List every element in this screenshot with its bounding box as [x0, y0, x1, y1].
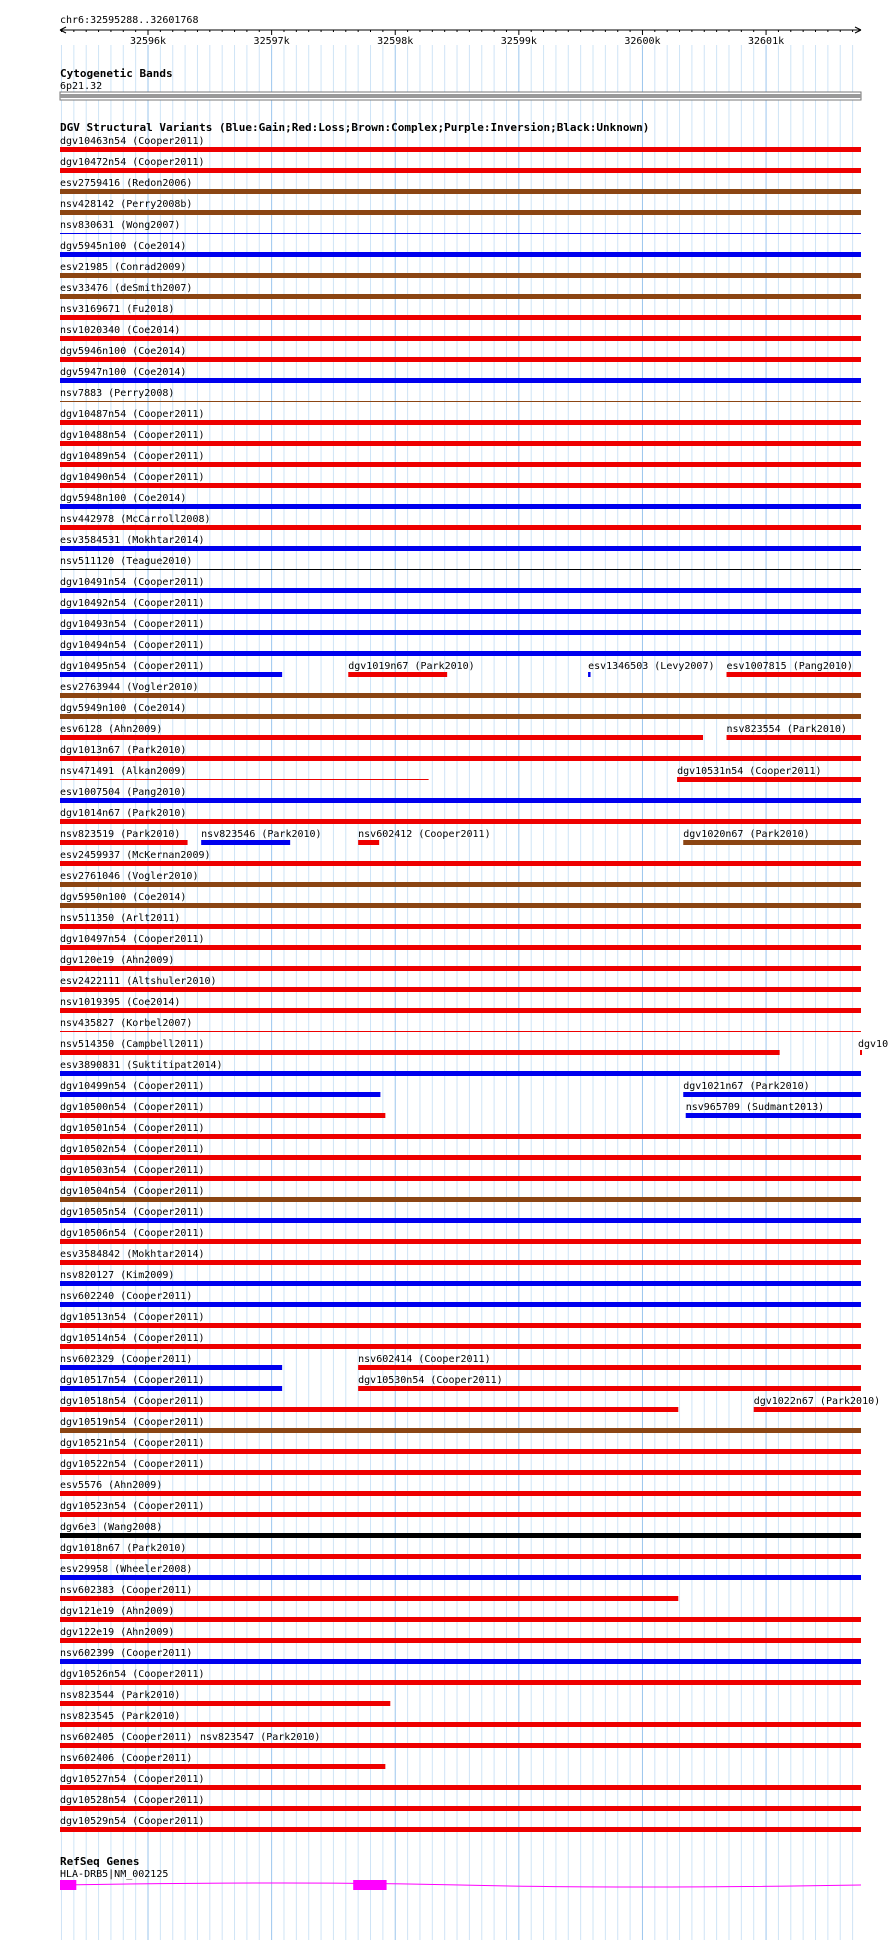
dgv-feature-label[interactable]: dgv5947n100 (Coe2014)	[60, 367, 187, 378]
dgv-row	[60, 1102, 861, 1118]
dgv-feature-bar[interactable]	[60, 1554, 861, 1559]
dgv-feature-label[interactable]: dgv10489n54 (Cooper2011)	[60, 451, 205, 462]
dgv-feature-bar[interactable]	[860, 1050, 862, 1055]
dgv-feature-label[interactable]: dgv10522n54 (Cooper2011)	[60, 1459, 205, 1470]
dgv-feature-label[interactable]: nsv823544 (Park2010)	[60, 1690, 181, 1701]
dgv-feature-label[interactable]: nsv428142 (Perry2008b)	[60, 199, 193, 210]
dgv-feature-bar[interactable]	[60, 273, 861, 278]
dgv-feature-bar[interactable]	[60, 441, 861, 446]
dgv-feature-bar[interactable]	[60, 147, 861, 152]
dgv-feature-bar[interactable]	[60, 357, 861, 362]
dgv-feature-bar[interactable]	[60, 609, 861, 614]
ruler-tick-label: 32598k	[377, 36, 414, 47]
dgv-feature-bar[interactable]	[60, 987, 861, 992]
dgv-feature-label[interactable]: esv21985 (Conrad2009)	[60, 262, 187, 273]
dgv-feature-bar[interactable]	[60, 945, 861, 950]
ruler-tick-label: 32601k	[748, 36, 785, 47]
dgv-feature-label[interactable]: dgv10502n54 (Cooper2011)	[60, 1144, 205, 1155]
dgv-feature-label[interactable]: dgv10493n54 (Cooper2011)	[60, 619, 205, 630]
dgv-feature-bar[interactable]	[60, 378, 861, 383]
dgv-feature-label[interactable]: dgv10529n54 (Cooper2011)	[60, 1816, 205, 1827]
dgv-feature-bar[interactable]	[60, 1092, 380, 1097]
dgv-row	[60, 1690, 390, 1706]
dgv-feature-label[interactable]: esv2761046 (Vogler2010)	[60, 871, 199, 882]
dgv-feature-bar[interactable]	[60, 1302, 861, 1307]
dgv-feature-label[interactable]: esv1007815 (Pang2010)	[726, 661, 853, 672]
dgv-feature-label[interactable]: dgv10521n54 (Cooper2011)	[60, 1438, 205, 1449]
refseq-exon[interactable]	[353, 1880, 386, 1890]
dgv-feature-label[interactable]: dgv5950n100 (Coe2014)	[60, 892, 187, 903]
dgv-feature-label[interactable]: nsv3169671 (Fu2018)	[60, 304, 175, 315]
dgv-feature-bar[interactable]	[60, 714, 861, 719]
dgv-feature-label[interactable]: nsv471491 (Alkan2009)	[60, 766, 187, 777]
dgv-feature-label[interactable]: dgv10490n54 (Cooper2011)	[60, 472, 205, 483]
dgv-feature-bar[interactable]	[358, 1386, 861, 1391]
dgv-feature-bar[interactable]	[60, 1806, 861, 1811]
dgv-feature-bar[interactable]	[60, 1365, 282, 1370]
cytoband-track-title: Cytogenetic Bands	[60, 67, 173, 80]
dgv-feature-label[interactable]: dgv10463n54 (Cooper2011)	[60, 136, 205, 147]
dgv-feature-label[interactable]: esv33476 (deSmith2007)	[60, 283, 193, 294]
dgv-feature-label[interactable]: dgv5948n100 (Coe2014)	[60, 493, 187, 504]
dgv-feature-label[interactable]: esv2459937 (McKernan2009)	[60, 850, 211, 861]
dgv-feature-label[interactable]: dgv122e19 (Ahn2009)	[60, 1627, 175, 1638]
dgv-feature-bar[interactable]	[60, 1701, 390, 1706]
dgv-feature-label[interactable]: dgv10526n54 (Cooper2011)	[60, 1669, 205, 1680]
dgv-feature-bar[interactable]	[60, 1827, 861, 1832]
dgv-feature-label[interactable]: dgv5946n100 (Coe2014)	[60, 346, 187, 357]
dgv-feature-bar[interactable]	[60, 1218, 861, 1223]
dgv-feature-label[interactable]: dgv10523n54 (Cooper2011)	[60, 1501, 205, 1512]
dgv-feature-bar[interactable]	[60, 882, 861, 887]
dgv-feature-label[interactable]: esv2422111 (Altshuler2010)	[60, 976, 217, 987]
dgv-feature-bar[interactable]	[60, 1617, 861, 1622]
dgv-feature-label[interactable]: dgv10527n54 (Cooper2011)	[60, 1774, 205, 1785]
dgv-feature-label[interactable]: dgv10506n54 (Cooper2011)	[60, 1228, 205, 1239]
dgv-feature-label[interactable]: dgv10531n54 (Cooper2011)	[677, 766, 822, 777]
dgv-feature-label[interactable]: dgv10514n54 (Cooper2011)	[60, 1333, 205, 1344]
dgv-feature-bar[interactable]	[60, 966, 861, 971]
dgv-feature-label[interactable]: nsv435827 (Korbel2007)	[60, 1018, 193, 1029]
dgv-feature-bar[interactable]	[588, 672, 590, 677]
dgv-feature-label[interactable]: dgv10499n54 (Cooper2011)	[60, 1081, 205, 1092]
dgv-feature-bar[interactable]	[60, 401, 861, 402]
dgv-feature-bar[interactable]	[60, 840, 188, 845]
dgv-feature-label[interactable]: dgv10503n54 (Cooper2011)	[60, 1165, 205, 1176]
dgv-feature-label[interactable]: dgv1018n67 (Park2010)	[60, 1543, 187, 1554]
dgv-feature-bar[interactable]	[60, 735, 703, 740]
dgv-feature-bar[interactable]	[60, 569, 861, 570]
dgv-feature-label[interactable]: dgv10517n54 (Cooper2011)	[60, 1375, 205, 1386]
dgv-feature-bar[interactable]	[60, 1596, 678, 1601]
dgv-feature-label[interactable]: dgv5949n100 (Coe2014)	[60, 703, 187, 714]
refseq-gene-label[interactable]: HLA-DRB5|NM_002125	[60, 1869, 169, 1880]
dgv-feature-label[interactable]: esv2763944 (Vogler2010)	[60, 682, 199, 693]
dgv-feature-label[interactable]: dgv120e19 (Ahn2009)	[60, 955, 175, 966]
dgv-feature-bar[interactable]	[60, 1512, 861, 1517]
dgv-feature-bar[interactable]	[60, 1680, 861, 1685]
dgv-track-title: DGV Structural Variants (Blue:Gain;Red:Loss;Brown:Complex;Purple:Inversion;Black:Unknown)	[60, 121, 650, 134]
dgv-feature-label[interactable]: esv6128 (Ahn2009)	[60, 724, 163, 735]
dgv-feature-label[interactable]: esv1007504 (Pang2010)	[60, 787, 187, 798]
dgv-feature-bar[interactable]	[60, 1743, 861, 1748]
dgv-feature-bar[interactable]	[677, 777, 861, 782]
dgv-feature-bar[interactable]	[60, 315, 861, 320]
dgv-feature-bar[interactable]	[358, 1365, 861, 1370]
dgv-feature-label[interactable]: nsv511350 (Arlt2011)	[60, 913, 181, 924]
dgv-feature-bar[interactable]	[686, 1113, 861, 1118]
dgv-feature-bar[interactable]	[60, 861, 861, 866]
dgv-feature-bar[interactable]	[60, 1008, 861, 1013]
dgv-feature-bar[interactable]	[60, 630, 861, 635]
dgv-feature-label[interactable]: nsv602414 (Cooper2011)	[358, 1354, 491, 1365]
dgv-feature-label[interactable]: dgv10494n54 (Cooper2011)	[60, 640, 205, 651]
dgv-feature-label[interactable]: dgv6e3 (Wang2008)	[60, 1522, 163, 1533]
dgv-feature-bar[interactable]	[60, 1176, 861, 1181]
dgv-feature-label[interactable]: nsv823546 (Park2010)	[201, 829, 322, 840]
dgv-feature-bar[interactable]	[60, 1281, 861, 1286]
dgv-feature-bar[interactable]	[727, 735, 861, 740]
dgv-feature-bar[interactable]	[60, 693, 861, 698]
dgv-feature-label[interactable]: nsv1019395 (Coe2014)	[60, 997, 181, 1008]
dgv-feature-bar[interactable]	[60, 336, 861, 341]
dgv-feature-label[interactable]: dgv10528n54 (Cooper2011)	[60, 1795, 205, 1806]
dgv-feature-label[interactable]: nsv442978 (McCarroll2008)	[60, 514, 211, 525]
dgv-feature-label[interactable]: dgv10472n54 (Cooper2011)	[60, 157, 205, 168]
dgv-feature-bar[interactable]	[60, 1386, 282, 1391]
dgv-feature-bar[interactable]	[60, 462, 861, 467]
dgv-feature-label[interactable]: nsv823554 (Park2010)	[726, 724, 847, 735]
dgv-feature-label[interactable]: dgv10505n54 (Cooper2011)	[60, 1207, 205, 1218]
dgv-feature-bar[interactable]	[754, 1407, 861, 1412]
dgv-feature-label[interactable]: dgv10504n54 (Cooper2011)	[60, 1186, 205, 1197]
dgv-feature-bar[interactable]	[60, 504, 861, 509]
refseq-track-title: RefSeq Genes	[60, 1855, 140, 1868]
dgv-row	[60, 724, 861, 740]
dgv-feature-bar[interactable]	[60, 1470, 861, 1475]
dgv-feature-bar[interactable]	[60, 588, 861, 593]
dgv-feature-bar[interactable]	[60, 1428, 861, 1433]
dgv-feature-label[interactable]: esv3584531 (Mokhtar2014)	[60, 535, 205, 546]
dgv-feature-label[interactable]: dgv10497n54 (Cooper2011)	[60, 934, 205, 945]
dgv-feature-label[interactable]: nsv511120 (Teague2010)	[60, 556, 193, 567]
dgv-feature-bar[interactable]	[60, 1491, 861, 1496]
dgv-feature-bar[interactable]	[60, 756, 861, 761]
dgv-feature-bar[interactable]	[60, 1050, 780, 1055]
dgv-feature-label[interactable]: nsv602329 (Cooper2011)	[60, 1354, 193, 1365]
dgv-feature-bar[interactable]	[60, 819, 861, 824]
dgv-feature-bar[interactable]	[60, 483, 861, 488]
dgv-feature-label[interactable]: dgv10530n54 (Cooper2011)	[358, 1375, 503, 1386]
dgv-feature-label[interactable]: dgv1021n67 (Park2010)	[683, 1081, 810, 1092]
dgv-feature-label[interactable]: dgv10495n54 (Cooper2011)	[60, 661, 205, 672]
dgv-feature-label[interactable]: dgv10513n54 (Cooper2011)	[60, 1312, 205, 1323]
dgv-feature-bar[interactable]	[60, 1071, 861, 1076]
dgv-feature-label[interactable]: nsv823545 (Park2010)	[60, 1711, 181, 1722]
dgv-feature-label[interactable]: nsv820127 (Kim2009)	[60, 1270, 175, 1281]
dgv-feature-bar[interactable]	[60, 1155, 861, 1160]
dgv-feature-bar[interactable]	[683, 1092, 861, 1097]
dgv-feature-bar[interactable]	[60, 798, 861, 803]
dgv-feature-bar[interactable]	[201, 840, 290, 845]
dgv-feature-bar[interactable]	[60, 1785, 861, 1790]
dgv-feature-label[interactable]: dgv1020n67 (Park2010)	[683, 829, 810, 840]
ruler-tick-label: 32596k	[129, 36, 167, 47]
dgv-feature-label[interactable]: nsv602240 (Cooper2011)	[60, 1291, 193, 1302]
ruler-tick-label: 32600k	[624, 36, 661, 47]
dgv-row	[60, 829, 861, 845]
dgv-feature-bar[interactable]	[60, 1764, 385, 1769]
dgv-feature-label[interactable]: nsv1020340 (Coe2014)	[60, 325, 181, 336]
dgv-feature-label[interactable]: dgv10500n54 (Cooper2011)	[60, 1102, 205, 1113]
dgv-feature-bar[interactable]	[60, 651, 861, 656]
dgv-feature-bar[interactable]	[60, 1260, 861, 1265]
dgv-feature-label[interactable]: dgv1019n67 (Park2010)	[348, 661, 475, 672]
cytoband-band	[60, 94, 861, 98]
dgv-feature-bar[interactable]	[60, 903, 861, 908]
dgv-feature-label[interactable]: nsv823547 (Park2010)	[200, 1732, 321, 1743]
dgv-feature-label[interactable]: nsv602383 (Cooper2011)	[60, 1585, 193, 1596]
dgv-feature-bar[interactable]	[60, 546, 861, 551]
dgv-row	[60, 766, 861, 782]
dgv-feature-label[interactable]: dgv10501n54 (Cooper2011)	[60, 1123, 205, 1134]
dgv-feature-label[interactable]: nsv965709 (Sudmant2013)	[685, 1102, 825, 1113]
dgv-feature-bar[interactable]	[60, 1575, 861, 1580]
dgv-feature-label[interactable]: esv2759416 (Redon2006)	[60, 178, 193, 189]
dgv-feature-label[interactable]: esv5576 (Ahn2009)	[60, 1480, 163, 1491]
cytoband-label: 6p21.32	[60, 81, 103, 92]
dgv-feature-label[interactable]: dgv10487n54 (Cooper2011)	[60, 409, 205, 420]
refseq-exon[interactable]	[60, 1880, 76, 1890]
dgv-feature-bar[interactable]	[60, 1722, 861, 1727]
ruler	[60, 27, 861, 47]
dgv-feature-label[interactable]: nsv823519 (Park2010)	[60, 829, 181, 840]
dgv-feature-bar[interactable]	[60, 1344, 861, 1349]
dgv-feature-label[interactable]: nsv602406 (Cooper2011)	[60, 1753, 193, 1764]
dgv-feature-bar[interactable]	[60, 1239, 861, 1244]
dgv-feature-bar[interactable]	[60, 1113, 385, 1118]
dgv-row	[60, 1039, 888, 1055]
dgv-feature-bar[interactable]	[60, 189, 861, 194]
dgv-feature-label[interactable]: esv1346503 (Levy2007)	[588, 661, 715, 672]
dgv-feature-label[interactable]: esv29958 (Wheeler2008)	[60, 1564, 193, 1575]
dgv-feature-bar[interactable]	[683, 840, 861, 845]
dgv-feature-label[interactable]: dgv1014n67 (Park2010)	[60, 808, 187, 819]
dgv-feature-bar[interactable]	[60, 252, 861, 257]
dgv-feature-bar[interactable]	[60, 233, 861, 234]
dgv-feature-label[interactable]: dgv121e19 (Ahn2009)	[60, 1606, 175, 1617]
dgv-feature-label[interactable]: dgv1022n67 (Park2010)	[753, 1396, 881, 1407]
dgv-track	[60, 136, 888, 1832]
dgv-feature-label[interactable]: nsv7883 (Perry2008)	[60, 388, 175, 399]
dgv-feature-bar[interactable]	[60, 1197, 861, 1202]
dgv-feature-label[interactable]: dgv10519n54 (Cooper2011)	[60, 1417, 205, 1428]
dgv-feature-bar[interactable]	[348, 672, 447, 677]
dgv-feature-label[interactable]: dgv10488n54 (Cooper2011)	[60, 430, 205, 441]
dgv-feature-label[interactable]: nsv602412 (Cooper2011)	[358, 829, 491, 840]
dgv-feature-label[interactable]: esv3890831 (Suktitipat2014)	[60, 1060, 223, 1071]
dgv-row	[60, 1081, 861, 1097]
dgv-feature-label[interactable]: nsv514350 (Campbell2011)	[60, 1039, 205, 1050]
dgv-feature-label[interactable]: nsv602399 (Cooper2011)	[60, 1648, 193, 1659]
dgv-feature-bar[interactable]	[60, 1407, 678, 1412]
dgv-feature-bar[interactable]	[60, 294, 861, 299]
dgv-feature-label[interactable]: dgv1013n67 (Park2010)	[60, 745, 187, 756]
dgv-feature-bar[interactable]	[60, 1031, 861, 1032]
dgv-feature-bar[interactable]	[60, 1449, 861, 1454]
dgv-feature-bar[interactable]	[60, 168, 861, 173]
ruler-tick-label: 32597k	[253, 36, 290, 47]
ruler-tick-label: 32599k	[500, 36, 537, 47]
dgv-feature-bar[interactable]	[727, 672, 861, 677]
dgv-feature-bar[interactable]	[60, 525, 861, 530]
dgv-feature-bar[interactable]	[60, 672, 282, 677]
dgv-feature-label[interactable]: nsv830631 (Wong2007)	[60, 220, 181, 231]
dgv-feature-label[interactable]: nsv602405 (Cooper2011)	[60, 1732, 193, 1743]
dgv-feature-label[interactable]: dgv10492n54 (Cooper2011)	[60, 598, 205, 609]
dgv-feature-label[interactable]: esv3584842 (Mokhtar2014)	[60, 1249, 205, 1260]
dgv-feature-bar[interactable]	[60, 210, 861, 215]
dgv-feature-bar[interactable]	[60, 1533, 861, 1538]
dgv-feature-label[interactable]: dgv10	[858, 1039, 889, 1050]
dgv-feature-bar[interactable]	[60, 924, 861, 929]
dgv-feature-bar[interactable]	[60, 779, 429, 780]
dgv-feature-bar[interactable]	[60, 1638, 861, 1643]
dgv-feature-label[interactable]: dgv5945n100 (Coe2014)	[60, 241, 187, 252]
dgv-row	[60, 661, 861, 677]
dgv-feature-bar[interactable]	[358, 840, 379, 845]
dgv-feature-bar[interactable]	[60, 1134, 861, 1139]
dgv-feature-bar[interactable]	[60, 1659, 861, 1664]
dgv-row	[60, 1585, 678, 1601]
dgv-row	[60, 1396, 880, 1412]
position-label: chr6:32595288..32601768	[60, 15, 199, 26]
dgv-feature-label[interactable]: dgv10491n54 (Cooper2011)	[60, 577, 205, 588]
dgv-feature-bar[interactable]	[60, 420, 861, 425]
dgv-feature-bar[interactable]	[60, 1743, 62, 1748]
dgv-feature-label[interactable]: dgv10518n54 (Cooper2011)	[60, 1396, 205, 1407]
dgv-feature-bar[interactable]	[60, 1323, 861, 1328]
